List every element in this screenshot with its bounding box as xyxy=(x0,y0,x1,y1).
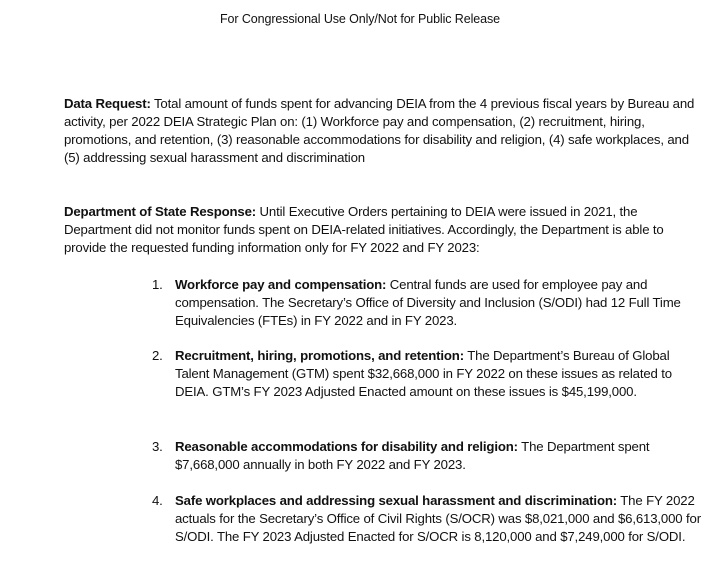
list-item-text: The Department spent $7,668,000 annually in both FY 2022 and FY 2023. xyxy=(175,439,650,472)
list-item-title: Reasonable accommodations for disability and religion: xyxy=(175,439,518,454)
list-item-title: Workforce pay and compensation: xyxy=(175,277,387,292)
list-item-text: The Department’s Bureau of Global Talent Management (GTM) spent $32,668,000 in FY 2022 on these issues as related to DEIA. GTM’s FY 2023 Adjusted Enacted amount on these issues is $45,199,000. xyxy=(175,348,672,399)
list-item-number: 2. xyxy=(152,348,163,363)
data-request-label: Data Request: xyxy=(64,96,151,111)
response-label: Department of State Response: xyxy=(64,204,257,219)
list-item xyxy=(152,438,707,474)
list-item xyxy=(152,276,707,330)
list-item-number: 1. xyxy=(152,277,163,292)
classification-header: For Congressional Use Only/Not for Public Release xyxy=(220,12,500,26)
response-text: Until Executive Orders pertaining to DEIA were issued in 2021, the Department did not monitor funds spent on DEIA-related initiatives. Accordingly, the Department is able to provide the requested funding information only for FY 2022 and FY 2023: xyxy=(64,204,664,255)
list-item-number: 3. xyxy=(152,439,163,454)
response-paragraph xyxy=(64,203,704,257)
list-item xyxy=(152,492,707,546)
list-item-number: 4. xyxy=(152,493,163,508)
list-item-text: Central funds are used for employee pay and compensation. The Secretary’s Office of Diversity and Inclusion (S/ODI) had 12 Full Time Equivalencies (FTEs) in FY 2022 and in FY 2023. xyxy=(175,277,681,328)
list-item-text: The FY 2022 actuals for the Secretary’s Office of Civil Rights (S/OCR) was $8,021,000 and $6,613,000 for S/ODI. The FY 2023 Adjusted Enacted for S/OCR is 8,120,000 and $7,249,000 for S/ODI. xyxy=(175,493,701,544)
data-request-text: Total amount of funds spent for advancing DEIA from the 4 previous fiscal years by Bureau and activity, per 2022 DEIA Strategic Plan on: (1) Workforce pay and compensation, (2) recruitment, hiring, promotions, and retention, (3) reasonable accommodations for disability and religion, (4) safe workplaces, and (5) addressing sexual harassment and discrimination xyxy=(64,96,695,165)
list-item xyxy=(152,347,707,401)
list-item-title: Recruitment, hiring, promotions, and retention: xyxy=(175,348,464,363)
data-request-paragraph xyxy=(64,95,704,167)
list-item-title: Safe workplaces and addressing sexual harassment and discrimination: xyxy=(175,493,617,508)
